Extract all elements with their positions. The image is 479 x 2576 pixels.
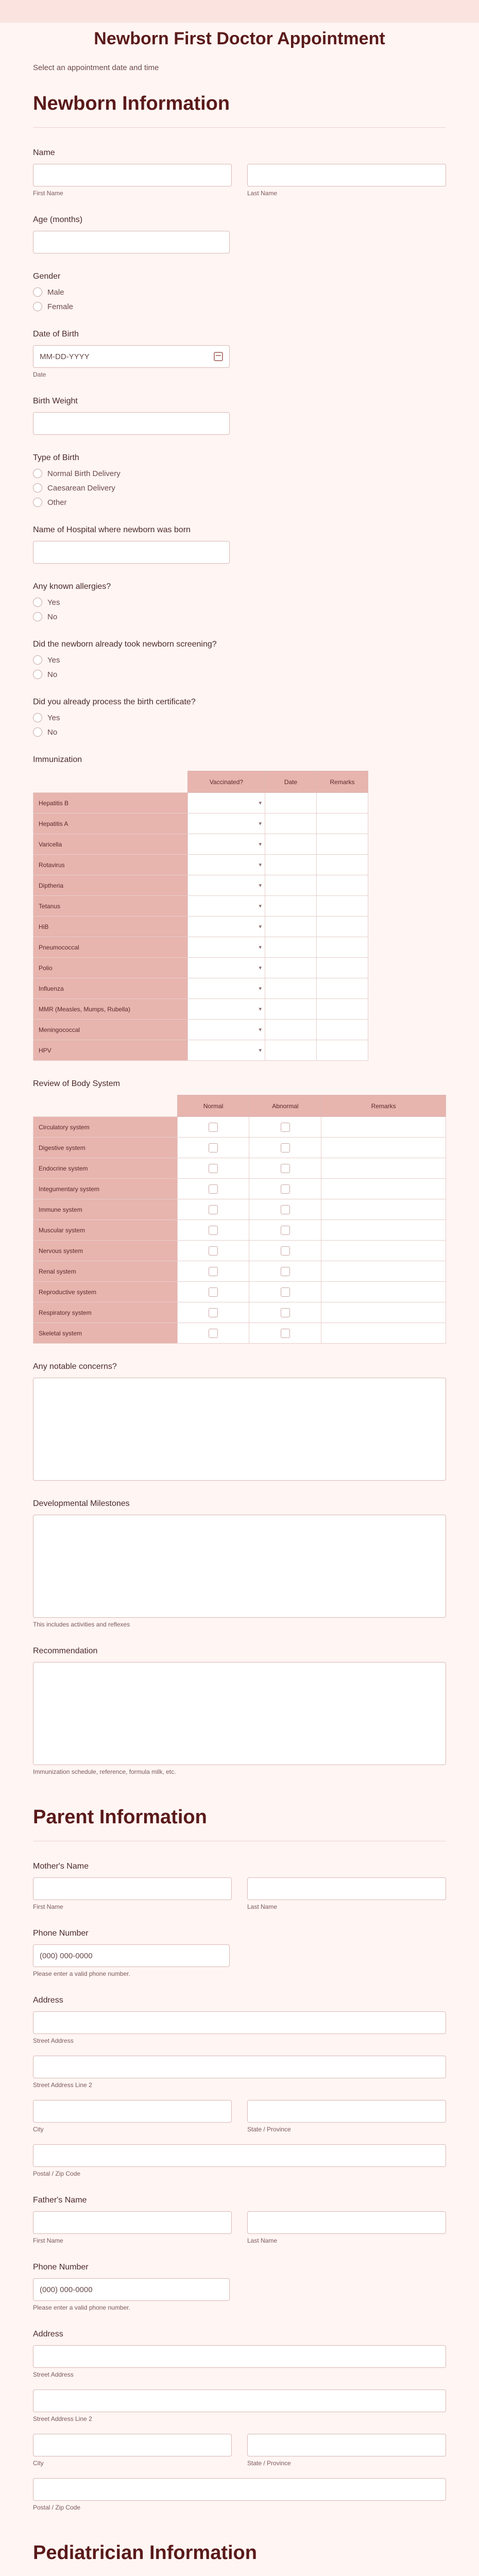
father-name-label: Father's Name [33, 2196, 87, 2205]
immunization-row-label: Hepatitis A [33, 814, 188, 834]
body-review-row-label: Nervous system [33, 1241, 178, 1261]
labor-field [33, 453, 446, 507]
immunization-date-input[interactable] [265, 834, 317, 855]
recommendation-label: Recommendation [33, 1647, 98, 1655]
normal-cell [177, 1179, 249, 1199]
abnormal-checkbox[interactable] [281, 1329, 290, 1338]
mother-name-label: Mother's Name [33, 1862, 89, 1871]
immunization-matrix [33, 771, 368, 1061]
immunization-date-input[interactable] [265, 1040, 317, 1061]
city-sub: City [33, 2460, 44, 2467]
weight-field [33, 397, 446, 435]
newborn-last-name-input[interactable] [247, 164, 446, 187]
dob-input[interactable]: MM-DD-YYYY [33, 345, 230, 368]
chevron-down-icon: ▾ [259, 1027, 262, 1033]
normal-cell [177, 1158, 249, 1179]
weight-input[interactable] [33, 412, 230, 435]
radio-icon [33, 287, 42, 297]
body-review-row-label: Skeletal system [33, 1323, 178, 1344]
body-review-matrix [33, 1095, 446, 1344]
immunization-date-input[interactable] [265, 896, 317, 917]
immunization-col-remarks: Remarks [317, 771, 368, 793]
body-review-row [33, 1241, 446, 1261]
phone-sub: Please enter a valid phone number. [33, 2304, 130, 2311]
certificate-option-yes[interactable]: Yes [33, 713, 446, 722]
normal-cell [177, 1302, 249, 1323]
body-remarks-input[interactable] [321, 1199, 446, 1220]
immunization-field [33, 755, 446, 1061]
body-remarks-input[interactable] [321, 1138, 446, 1158]
vaccinated-select[interactable] [188, 1020, 265, 1040]
abnormal-cell [249, 1302, 321, 1323]
matrix-corner [33, 1095, 178, 1117]
calendar-icon[interactable] [214, 352, 223, 361]
chevron-down-icon: ▾ [259, 1047, 262, 1054]
abnormal-checkbox[interactable] [281, 1164, 290, 1173]
hospital-born-field [33, 526, 446, 564]
normal-checkbox[interactable] [209, 1184, 218, 1194]
newborn-section-title: Newborn Information [33, 93, 446, 128]
top-band [0, 0, 479, 23]
immunization-date-input[interactable] [265, 793, 317, 814]
body-review-row-label: Circulatory system [33, 1117, 178, 1138]
allergy-field [33, 582, 446, 621]
mother-phone-label: Phone Number [33, 1929, 89, 1938]
normal-checkbox[interactable] [209, 1164, 218, 1173]
age-field [33, 215, 446, 253]
vaccinated-select[interactable] [188, 1040, 265, 1061]
radio-icon [33, 670, 42, 679]
immunization-row [33, 834, 368, 855]
postal-sub: Postal / Zip Code [33, 2504, 81, 2511]
abnormal-cell [249, 1220, 321, 1241]
first-name-sub: First Name [33, 190, 63, 197]
immunization-row [33, 937, 368, 958]
mother-phone-field [33, 1929, 446, 1977]
mother-address-label: Address [33, 1996, 63, 2005]
abnormal-cell [249, 1282, 321, 1302]
chevron-down-icon: ▾ [259, 841, 262, 848]
chevron-down-icon: ▾ [259, 903, 262, 909]
radio-icon [33, 655, 42, 665]
immunization-remarks-input[interactable] [317, 855, 368, 875]
vaccinated-select[interactable] [188, 896, 265, 917]
body-review-row [33, 1179, 446, 1199]
vaccinated-select[interactable] [188, 875, 265, 896]
matrix-corner [33, 771, 188, 793]
vaccinated-select[interactable] [188, 917, 265, 937]
pediatrician-section-title: Pediatrician Information [33, 2542, 446, 2576]
body-remarks-input[interactable] [321, 1158, 446, 1179]
vaccinated-select[interactable] [188, 855, 265, 875]
radio-icon [33, 598, 42, 607]
gender-option-male[interactable]: Male [33, 287, 446, 297]
immunization-row [33, 1020, 368, 1040]
milestones-textarea[interactable] [33, 1515, 446, 1618]
immunization-row [33, 1040, 368, 1061]
body-review-row [33, 1138, 446, 1158]
chevron-down-icon: ▾ [259, 800, 262, 806]
normal-cell [177, 1117, 249, 1138]
abnormal-checkbox[interactable] [281, 1308, 290, 1317]
body-remarks-input[interactable] [321, 1241, 446, 1261]
immunization-row [33, 917, 368, 937]
vaccinated-select[interactable] [188, 834, 265, 855]
body-review-row-label: Immune system [33, 1199, 178, 1220]
body-remarks-input[interactable] [321, 1282, 446, 1302]
screening-option-yes[interactable]: Yes [33, 655, 446, 665]
labor-option-normal[interactable]: Normal Birth Delivery [33, 469, 446, 478]
immunization-col-vaccinated: Vaccinated? [188, 771, 265, 793]
immunization-date-input[interactable] [265, 1020, 317, 1040]
abnormal-cell [249, 1179, 321, 1199]
father-street-input[interactable] [33, 2345, 446, 2368]
abnormal-checkbox[interactable] [281, 1184, 290, 1194]
body-col-abnormal: Abnormal [249, 1095, 321, 1117]
chevron-down-icon: ▾ [259, 986, 262, 992]
street2-sub: Street Address Line 2 [33, 2081, 92, 2089]
body-review-row [33, 1117, 446, 1138]
mother-postal-input[interactable] [33, 2144, 446, 2167]
abnormal-checkbox[interactable] [281, 1143, 290, 1153]
immunization-date-input[interactable] [265, 958, 317, 978]
chevron-down-icon: ▾ [259, 821, 262, 827]
body-review-row [33, 1323, 446, 1344]
father-address-field [33, 2330, 446, 2511]
phone-sub: Please enter a valid phone number. [33, 1970, 130, 1977]
parent-section-title: Parent Information [33, 1806, 446, 1841]
immunization-remarks-input[interactable] [317, 999, 368, 1020]
age-input[interactable] [33, 231, 230, 253]
father-first-name-input[interactable] [33, 2211, 232, 2234]
normal-checkbox[interactable] [209, 1287, 218, 1297]
immunization-remarks-input[interactable] [317, 1020, 368, 1040]
recommendation-field [33, 1647, 446, 1775]
certificate-label: Did you already process the birth certificate? [33, 698, 196, 706]
immunization-date-input[interactable] [265, 937, 317, 958]
normal-checkbox[interactable] [209, 1205, 218, 1214]
father-phone-input[interactable]: (000) 000-0000 [33, 2278, 230, 2301]
hospital-born-input[interactable] [33, 541, 230, 564]
milestones-field [33, 1499, 446, 1628]
immunization-row-label: HiB [33, 917, 188, 937]
labor-label: Type of Birth [33, 453, 79, 462]
newborn-first-name-input[interactable] [33, 164, 232, 187]
milestones-sub: This includes activities and reflexes [33, 1621, 130, 1628]
immunization-remarks-input[interactable] [317, 917, 368, 937]
radio-icon [33, 483, 42, 493]
abnormal-checkbox[interactable] [281, 1226, 290, 1235]
radio-icon [33, 469, 42, 478]
immunization-remarks-input[interactable] [317, 958, 368, 978]
normal-cell [177, 1138, 249, 1158]
concerns-label: Any notable concerns? [33, 1362, 117, 1371]
immunization-row [33, 978, 368, 999]
immunization-label: Immunization [33, 755, 82, 764]
chevron-down-icon: ▾ [259, 965, 262, 971]
form-title: Newborn First Doctor Appointment [94, 29, 385, 48]
immunization-row [33, 814, 368, 834]
abnormal-checkbox[interactable] [281, 1123, 290, 1132]
chevron-down-icon: ▾ [259, 862, 262, 868]
chevron-down-icon: ▾ [259, 944, 262, 951]
body-review-row [33, 1158, 446, 1179]
hospital-born-label: Name of Hospital where newborn was born [33, 526, 191, 534]
normal-cell [177, 1261, 249, 1282]
street-sub: Street Address [33, 2371, 74, 2378]
normal-cell [177, 1282, 249, 1302]
abnormal-cell [249, 1158, 321, 1179]
father-last-name-input[interactable] [247, 2211, 446, 2234]
body-col-remarks: Remarks [321, 1095, 446, 1117]
first-name-sub: First Name [33, 1903, 63, 1910]
last-name-sub: Last Name [247, 190, 278, 197]
father-city-input[interactable] [33, 2434, 232, 2456]
father-address-label: Address [33, 2330, 63, 2338]
allergy-option-no[interactable]: No [33, 612, 446, 621]
immunization-row [33, 958, 368, 978]
gender-option-female[interactable]: Female [33, 302, 446, 311]
chevron-down-icon: ▾ [259, 1006, 262, 1012]
body-review-row [33, 1261, 446, 1282]
radio-icon [33, 612, 42, 621]
immunization-date-input[interactable] [265, 917, 317, 937]
father-phone-field [33, 2263, 446, 2311]
immunization-row-label: Influenza [33, 978, 188, 999]
vaccinated-select[interactable] [188, 814, 265, 834]
immunization-row-label: Varicella [33, 834, 188, 855]
recommendation-textarea[interactable] [33, 1662, 446, 1765]
state-sub: State / Province [247, 2126, 291, 2133]
normal-checkbox[interactable] [209, 1143, 218, 1153]
immunization-row [33, 855, 368, 875]
vaccinated-select[interactable] [188, 978, 265, 999]
normal-cell [177, 1241, 249, 1261]
immunization-date-input[interactable] [265, 999, 317, 1020]
form-instruction: Select an appointment date and time [33, 63, 159, 72]
normal-checkbox[interactable] [209, 1308, 218, 1317]
certificate-field [33, 698, 446, 737]
last-name-sub: Last Name [247, 1903, 278, 1910]
mother-first-name-input[interactable] [33, 1877, 232, 1900]
vaccinated-select[interactable] [188, 999, 265, 1020]
vaccinated-select[interactable] [188, 793, 265, 814]
allergy-option-yes[interactable]: Yes [33, 598, 446, 607]
immunization-remarks-input[interactable] [317, 793, 368, 814]
immunization-remarks-input[interactable] [317, 937, 368, 958]
body-remarks-input[interactable] [321, 1302, 446, 1323]
body-col-normal: Normal [177, 1095, 249, 1117]
father-postal-input[interactable] [33, 2478, 446, 2501]
newborn-name-field [33, 148, 446, 197]
newborn-name-label: Name [33, 148, 55, 157]
body-review-row [33, 1282, 446, 1302]
abnormal-checkbox[interactable] [281, 1246, 290, 1256]
body-review-row-label: Endocrine system [33, 1158, 178, 1179]
concerns-textarea[interactable] [33, 1378, 446, 1481]
immunization-col-date: Date [265, 771, 317, 793]
immunization-row [33, 896, 368, 917]
radio-icon [33, 713, 42, 722]
body-remarks-input[interactable] [321, 1261, 446, 1282]
mother-state-input[interactable] [247, 2100, 446, 2123]
form-body [0, 63, 479, 2576]
normal-cell [177, 1323, 249, 1344]
mother-last-name-input[interactable] [247, 1877, 446, 1900]
father-street2-input[interactable] [33, 2389, 446, 2412]
radio-icon [33, 302, 42, 311]
abnormal-cell [249, 1261, 321, 1282]
normal-checkbox[interactable] [209, 1226, 218, 1235]
body-review-label: Review of Body System [33, 1079, 120, 1088]
abnormal-checkbox[interactable] [281, 1205, 290, 1214]
age-label: Age (months) [33, 215, 83, 224]
last-name-sub: Last Name [247, 2237, 278, 2244]
body-review-field [33, 1079, 446, 1344]
radio-icon [33, 727, 42, 737]
body-review-row-label: Muscular system [33, 1220, 178, 1241]
immunization-row-label: Meningococcal [33, 1020, 188, 1040]
milestones-label: Developmental Milestones [33, 1499, 130, 1508]
immunization-row [33, 875, 368, 896]
concerns-field [33, 1362, 446, 1481]
postal-sub: Postal / Zip Code [33, 2170, 81, 2177]
body-remarks-input[interactable] [321, 1179, 446, 1199]
immunization-row [33, 793, 368, 814]
city-sub: City [33, 2126, 44, 2133]
street-sub: Street Address [33, 2037, 74, 2044]
body-remarks-input[interactable] [321, 1117, 446, 1138]
normal-checkbox[interactable] [209, 1329, 218, 1338]
normal-checkbox[interactable] [209, 1267, 218, 1276]
body-remarks-input[interactable] [321, 1323, 446, 1344]
body-remarks-input[interactable] [321, 1220, 446, 1241]
recommendation-sub: Immunization schedule, reference, formula milk, etc. [33, 1768, 176, 1775]
allergy-label: Any known allergies? [33, 582, 111, 591]
immunization-row-label: Hepatitis B [33, 793, 188, 814]
mother-street-input[interactable] [33, 2011, 446, 2034]
abnormal-cell [249, 1323, 321, 1344]
vaccinated-select[interactable] [188, 958, 265, 978]
father-name-field [33, 2196, 446, 2244]
gender-label: Gender [33, 272, 61, 281]
chevron-down-icon: ▾ [259, 883, 262, 889]
certificate-option-no[interactable]: No [33, 727, 446, 737]
body-review-row [33, 1220, 446, 1241]
mother-street2-input[interactable] [33, 2056, 446, 2078]
normal-cell [177, 1199, 249, 1220]
abnormal-cell [249, 1199, 321, 1220]
screening-field [33, 640, 446, 679]
normal-checkbox[interactable] [209, 1246, 218, 1256]
street2-sub: Street Address Line 2 [33, 2415, 92, 2422]
body-review-row-label: Integumentary system [33, 1179, 178, 1199]
immunization-date-input[interactable] [265, 855, 317, 875]
immunization-remarks-input[interactable] [317, 978, 368, 999]
father-state-input[interactable] [247, 2434, 446, 2456]
first-name-sub: First Name [33, 2237, 63, 2244]
father-phone-label: Phone Number [33, 2263, 89, 2272]
immunization-date-input[interactable] [265, 814, 317, 834]
screening-option-no[interactable]: No [33, 670, 446, 679]
labor-option-other[interactable]: Other [33, 498, 446, 507]
immunization-date-input[interactable] [265, 875, 317, 896]
immunization-remarks-input[interactable] [317, 875, 368, 896]
immunization-row-label: Tetanus [33, 896, 188, 917]
immunization-date-input[interactable] [265, 978, 317, 999]
immunization-remarks-input[interactable] [317, 896, 368, 917]
immunization-row-label: Diptheria [33, 875, 188, 896]
abnormal-checkbox[interactable] [281, 1267, 290, 1276]
abnormal-cell [249, 1117, 321, 1138]
immunization-row-label: HPV [33, 1040, 188, 1061]
immunization-row-label: Polio [33, 958, 188, 978]
abnormal-checkbox[interactable] [281, 1287, 290, 1297]
immunization-remarks-input[interactable] [317, 1040, 368, 1061]
dob-label: Date of Birth [33, 330, 79, 338]
abnormal-cell [249, 1138, 321, 1158]
state-sub: State / Province [247, 2460, 291, 2467]
immunization-remarks-input[interactable] [317, 834, 368, 855]
immunization-row-label: Rotavirus [33, 855, 188, 875]
mother-city-input[interactable] [33, 2100, 232, 2123]
screening-label: Did the newborn already took newborn screening? [33, 640, 217, 649]
mother-name-field [33, 1862, 446, 1910]
body-review-row-label: Renal system [33, 1261, 178, 1282]
abnormal-cell [249, 1241, 321, 1261]
dob-sub: Date [33, 371, 46, 378]
immunization-row-label: Pneumococcal [33, 937, 188, 958]
body-review-row [33, 1302, 446, 1323]
radio-icon [33, 498, 42, 507]
immunization-row-label: MMR (Measles, Mumps, Rubella) [33, 999, 188, 1020]
normal-checkbox[interactable] [209, 1123, 218, 1132]
body-review-row-label: Digestive system [33, 1138, 178, 1158]
mother-phone-input[interactable]: (000) 000-0000 [33, 1944, 230, 1967]
normal-cell [177, 1220, 249, 1241]
body-review-row-label: Reproductive system [33, 1282, 178, 1302]
labor-option-caesarean[interactable]: Caesarean Delivery [33, 483, 446, 493]
body-review-row-label: Respiratory system [33, 1302, 178, 1323]
body-review-row [33, 1199, 446, 1220]
immunization-remarks-input[interactable] [317, 814, 368, 834]
dob-field [33, 330, 446, 378]
immunization-row [33, 999, 368, 1020]
mother-address-field [33, 1996, 446, 2177]
gender-field [33, 272, 446, 311]
chevron-down-icon: ▾ [259, 924, 262, 930]
weight-label: Birth Weight [33, 397, 78, 405]
vaccinated-select[interactable] [188, 937, 265, 958]
